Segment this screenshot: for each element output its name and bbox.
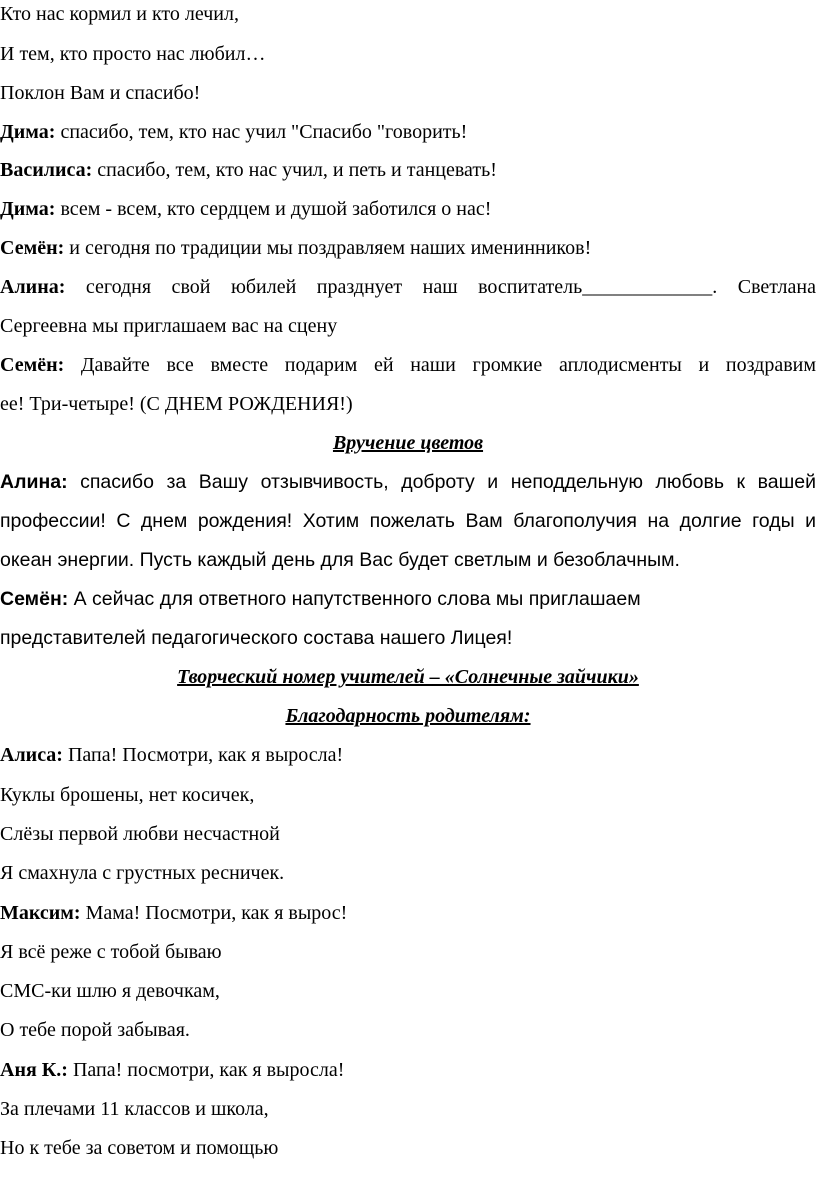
speech-text: сегодня свой юбилей празднует наш воспитатель_____________. Светлана xyxy=(65,276,816,298)
dialogue-line xyxy=(0,353,816,377)
verse-line: Слёзы первой любви несчастной xyxy=(0,823,280,845)
speaker-name: Василиса: xyxy=(0,159,93,181)
speech-text: всем - всем, кто сердцем и душой заботился о нас! xyxy=(55,198,492,220)
speech-text: Папа! Посмотри, как я выросла! xyxy=(62,744,344,766)
dialogue-line xyxy=(0,120,816,144)
dialogue-line xyxy=(0,743,816,767)
dialogue-line xyxy=(0,197,816,221)
poem-line: И тем, кто просто нас любил… xyxy=(0,43,266,65)
speaker-name: Семён: xyxy=(0,354,65,376)
speaker-name: Алина: xyxy=(0,471,68,493)
speech-text: А сейчас для ответного напутственного слова мы приглашаем xyxy=(68,588,641,610)
speaker-name: Аня К.: xyxy=(0,1059,68,1081)
speech-text: спасибо, тем, кто нас учил, и петь и танцевать! xyxy=(92,159,497,181)
speech-text: и сегодня по традиции мы поздравляем наших именинников! xyxy=(64,237,592,259)
dialogue-line xyxy=(0,275,816,299)
section-heading: Вручение цветов xyxy=(332,432,484,454)
speaker-name: Дима: xyxy=(0,198,56,220)
speaker-name: Алина: xyxy=(0,276,66,298)
dialogue-continuation: профессии! С днем рождения! Хотим пожелать Вам благополучия на долгие годы и xyxy=(0,510,816,532)
dialogue-continuation: представителей педагогического состава нашего Лицея! xyxy=(0,627,513,649)
poem-line: Кто нас кормил и кто лечил, xyxy=(0,3,239,25)
dialogue-line xyxy=(0,901,816,925)
speech-text: спасибо за Вашу отзывчивость, доброту и неподдельную любовь к вашей xyxy=(67,471,816,493)
dialogue-line xyxy=(0,470,816,494)
dialogue-line xyxy=(0,587,816,611)
dialogue-line xyxy=(0,1058,816,1082)
section-heading: Творческий номер учителей – «Солнечные зайчики» xyxy=(177,666,639,688)
verse-line: Куклы брошены, нет косичек, xyxy=(0,784,255,806)
dialogue-line xyxy=(0,158,816,182)
section-heading: Благодарность родителям: xyxy=(285,705,531,727)
verse-line: СМС-ки шлю я девочкам, xyxy=(0,980,220,1002)
verse-line: Но к тебе за советом и помощью xyxy=(0,1137,279,1159)
speaker-name: Дима: xyxy=(0,121,56,143)
dialogue-continuation: Сергеевна мы приглашаем вас на сцену xyxy=(0,315,338,337)
verse-line: О тебе порой забывая. xyxy=(0,1019,190,1041)
speaker-name: Семён: xyxy=(0,237,65,259)
dialogue-continuation: ее! Три-четыре! (С ДНЕМ РОЖДЕНИЯ!) xyxy=(0,393,353,415)
speech-text: спасибо, тем, кто нас учил "Спасибо "говорить! xyxy=(55,121,468,143)
speech-text: Давайте все вместе подарим ей наши громкие аплодисменты и поздравим xyxy=(64,354,816,376)
speaker-name: Максим: xyxy=(0,902,81,924)
speaker-name: Алиса: xyxy=(0,744,63,766)
dialogue-line xyxy=(0,236,816,260)
poem-line: Поклон Вам и спасибо! xyxy=(0,82,201,104)
verse-line: Я смахнула с грустных ресничек. xyxy=(0,862,285,884)
verse-line: Я всё реже с тобой бываю xyxy=(0,941,222,963)
speech-text: Папа! посмотри, как я выросла! xyxy=(67,1059,345,1081)
verse-line: За плечами 11 классов и школа, xyxy=(0,1098,269,1120)
speech-text: Мама! Посмотри, как я вырос! xyxy=(80,902,348,924)
dialogue-continuation: океан энергии. Пусть каждый день для Вас будет светлым и безоблачным. xyxy=(0,549,680,571)
speaker-name: Семён: xyxy=(0,588,69,610)
